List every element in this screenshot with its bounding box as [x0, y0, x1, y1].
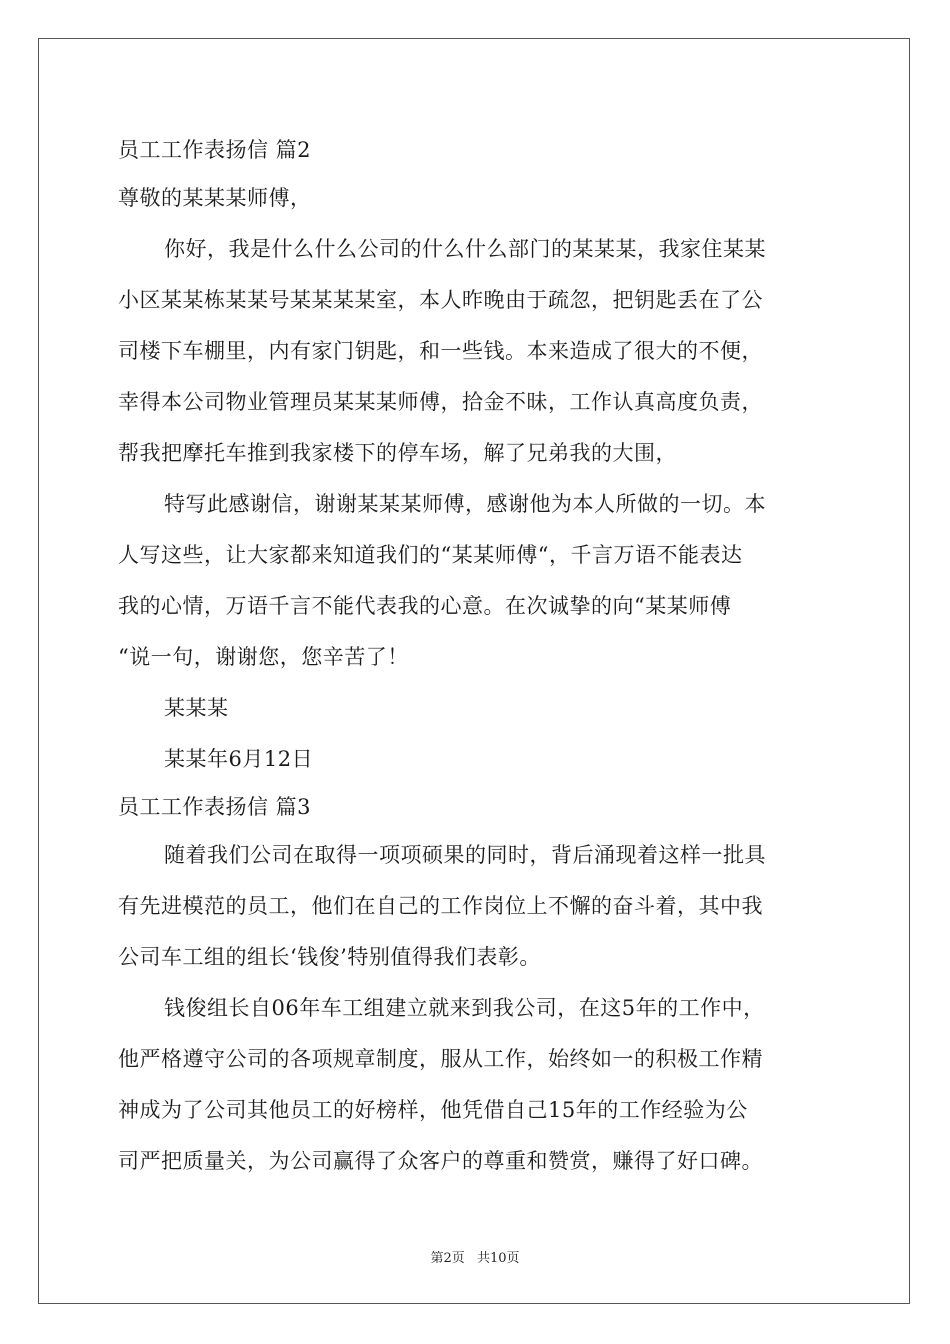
- paragraph-line: 公司车工组的组长‘钱俊’特别值得我们表彰。: [118, 945, 541, 969]
- paragraph-line: 我的心情，万语千言不能代表我的心意。在次诚挚的向“某某师傅: [118, 594, 732, 618]
- paragraph-line: 有先进模范的员工，他们在自己的工作岗位上不懈的奋斗着，其中我: [118, 894, 763, 918]
- paragraph-line: “说一句，谢谢您，您辛苦了！: [118, 645, 409, 669]
- paragraph-line: 帮我把摩托车推到我家楼下的停车场，解了兄弟我的大围，: [118, 441, 677, 465]
- paragraph-line: 司严把质量关，为公司赢得了众客户的尊重和赞赏，赚得了好口碑。: [118, 1149, 763, 1173]
- section-heading: 员工工作表扬信 篇3: [118, 795, 312, 819]
- paragraph-line: 你好，我是什么什么公司的什么什么部门的某某某，我家住某某: [164, 237, 766, 261]
- paragraph-line: 人写这些，让大家都来知道我们的“某某师傅“，千言万语不能表达: [118, 543, 743, 567]
- paragraph-line: 特写此感谢信，谢谢某某某师傅，感谢他为本人所做的一切。本: [164, 492, 766, 516]
- paragraph-line: 司楼下车棚里，内有家门钥匙，和一些钱。本来造成了很大的不便，: [118, 339, 763, 363]
- page-number: 第2页: [430, 1251, 465, 1266]
- paragraph-line: 随着我们公司在取得一项项硕果的同时，背后涌现着这样一批具: [164, 843, 766, 867]
- document-body: [118, 128, 838, 1187]
- paragraph-line: 钱俊组长自06年车工组建立就来到我公司，在这5年的工作中，: [164, 996, 765, 1020]
- signature: 某某某: [164, 696, 229, 720]
- paragraph-line: 幸得本公司物业管理员某某某师傅，拾金不昧，工作认真高度负责，: [118, 390, 763, 414]
- paragraph-line: 神成为了公司其他员工的好榜样，他凭借自己15年的工作经验为公: [118, 1098, 748, 1122]
- page-total: 共10页: [476, 1251, 520, 1266]
- paragraph-line: 他严格遵守公司的各项规章制度，服从工作，始终如一的积极工作精: [118, 1047, 763, 1071]
- letter-date: 某某年6月12日: [164, 747, 314, 771]
- paragraph-line: 小区某某栋某某号某某某某室，本人昨晚由于疏忽，把钥匙丢在了公: [118, 288, 763, 312]
- section-heading: 员工工作表扬信 篇2: [118, 138, 312, 162]
- salutation: 尊敬的某某某师傅，: [118, 186, 312, 210]
- page-footer: [0, 1247, 950, 1266]
